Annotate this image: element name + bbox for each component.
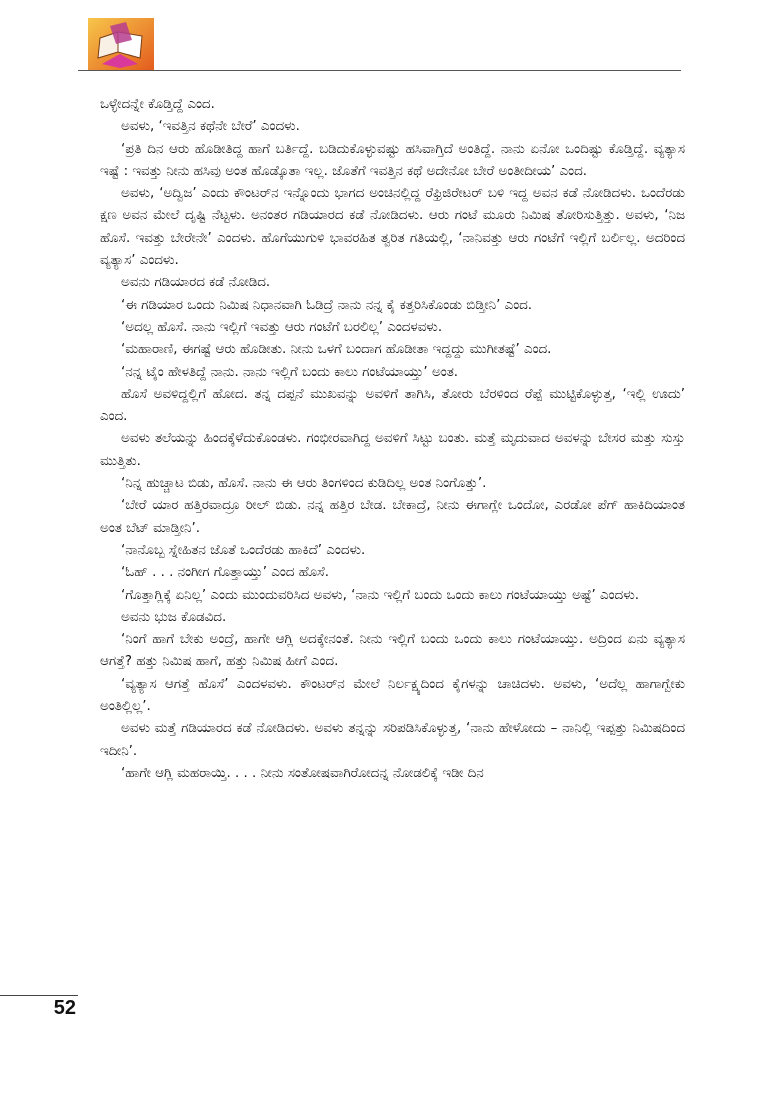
paragraph: ‘ಮಹಾರಾಣಿ, ಈಗಷ್ಟೆ ಆರು ಹೊಡೀತು. ನೀನು ಒಳಗೆ ಬಂದಾಗ ಹೊಡೀತಾ ಇದ್ದದ್ದು ಮುಗೀತಷ್ಟೆ’ ಎಂದ. — [121, 342, 552, 358]
paragraph: ಅವನು ಭುಜ ಕೊಡವಿದ. — [121, 609, 227, 625]
paragraph: ‘ಗೊತ್ತಾಗ್ಲಿಕ್ಕೆ ಏನಿಲ್ಲ’ ಎಂದು ಮುಂದುವರಿಸಿದ ಅವಳು, ‘ನಾನು ಇಲ್ಲಿಗೆ ಬಂದು ಒಂದು ಕಾಲು ಗಂಟೆಯಾಯ್ತು ಅಷ್ಟೆ’ ಎಂದಳು. — [121, 587, 639, 603]
paragraph: ಹೊಸೆ ಅವಳಿದ್ದಲ್ಲಿಗೆ ಹೋದ. ತನ್ನ ದಪ್ಪನೆ ಮುಖವನ್ನು ಅವಳಿಗೆ ತಾಗಿಸಿ, ತೋರು ಬೆರಳಿಂದ ರೆಪ್ಪೆ ಮುಟ್ಟಿಕೊಳ್ಳುತ್ತ, ‘ಇಲ್ಲಿ ಊದು’ ಎಂದ. — [100, 386, 685, 425]
header-rule — [78, 70, 681, 71]
paragraph: ‘ಹಾಗೇ ಆಗ್ಲಿ ಮಹರಾಯ್ತಿ. . . . ನೀನು ಸಂತೋಷವಾಗಿರೋದನ್ನ ನೋಡಲಿಕ್ಕೆ ಇಡೀ ದಿನ — [121, 765, 484, 781]
paragraph: ಒಳ್ಳೇದನ್ನೇ ಕೊಡ್ತಿದ್ದೆ ಎಂದ. — [100, 97, 215, 112]
paragraph: ‘ವ್ಯತ್ಯಾಸ ಆಗತ್ತೆ ಹೊಸೆ’ ಎಂದಳವಳು. ಕೌಂಟರ್‌ನ ಮೇಲೆ ನಿರ್ಲಕ್ಷ್ಯದಿಂದ ಕೈಗಳನ್ನು ಚಾಚಿದಳು. ಅವಳು, ‘ಅದೆಲ್ಲ ಹಾಗಾಗ್ಬೇಕು ಅಂತಿಲ್ಲಿಲ್ಲ’. — [100, 676, 685, 715]
footer-rule — [0, 995, 78, 996]
open-book-icon — [88, 18, 154, 71]
page-number: 52 — [53, 997, 76, 1019]
paragraph: ‘ನನ್ನ ಟೈಂ ಹೇಳತಿದ್ದೆ ನಾನು. ನಾನು ಇಲ್ಲಿಗೆ ಬಂದು ಕಾಲು ಗಂಟೆಯಾಯ್ತು’ ಅಂತ. — [121, 364, 459, 380]
paragraph: ‘ಈ ಗಡಿಯಾರ ಒಂದು ನಿಮಿಷ ನಿಧಾನವಾಗಿ ಓಡಿದ್ರೆ ನಾನು ನನ್ನ ಕೈ ಕತ್ತರಿಸಿಕೊಂಡು ಬಿಡ್ತೀನಿ’ ಎಂದ. — [121, 297, 533, 313]
paragraph: ‘ಅದಲ್ಲ ಹೊಸೆ. ನಾನು ಇಲ್ಲಿಗೆ ಇವತ್ತು ಆರು ಗಂಟೆಗೆ ಬರಲಿಲ್ಲ’ ಎಂದಳವಳು. — [121, 319, 443, 335]
paragraph: ‘ನಿಂಗೆ ಹಾಗೆ ಬೇಕು ಅಂದ್ರೆ, ಹಾಗೇ ಆಗ್ಲಿ ಅದಕ್ಕೇನಂತೆ. ನೀನು ಇಲ್ಲಿಗೆ ಬಂದು ಒಂದು ಕಾಲು ಗಂಟೆಯಾಯ್ತು. ಅದ್ರಿಂದ ಏನು ವ್ಯತ್ಯಾಸ ಆಗತ್ತೆ? ಹತ್ತು ನಿಮಿಷ ಹಾಗೆ, ಹತ್ತು ನಿಮಿಷ ಹೀಗೆ ಎಂದ. — [100, 632, 685, 670]
paragraph: ಅವನು ಗಡಿಯಾರದ ಕಡೆ ನೋಡಿದ. — [121, 275, 271, 291]
paragraph: ‘ನಿನ್ನ ಹುಚ್ಚಾಟ ಬಿಡು, ಹೊಸೆ. ನಾನು ಈ ಆರು ತಿಂಗಳಿಂದ ಕುಡಿದಿಲ್ಲ ಅಂತ ನಿಂಗೊತ್ತು’. — [121, 476, 487, 492]
paragraph: ‘ನಾನೊಬ್ಬ ಸ್ನೇಹಿತನ ಜೊತೆ ಒಂದೆರಡು ಹಾಕಿದೆ’ ಎಂದಳು. — [121, 542, 366, 558]
paragraph: ‘ಪ್ರತಿ ದಿನ ಆರು ಹೊಡೀತಿದ್ದ ಹಾಗೆ ಬರ್ತಿದ್ದೆ. ಬಡಿದುಕೊಳ್ಳುವಷ್ಟು ಹಸಿವಾಗ್ತಿದೆ ಅಂತಿದ್ದೆ. ನಾನು ಏನೋ ಒಂದಿಷ್ಟು ಕೊಡ್ತಿದ್ದೆ. ವ್ಯತ್ಯಾಸ ಇಷ್ಟೆ : ಇವತ್ತು ನೀನು ಹಸಿವು ಅಂತ ಹೊಡ್ಕೊತಾ ಇಲ್ಲ. ಜೊತೆಗೆ ಇವತ್ತಿನ ಕಥೆ ಅದೇನೋ ಬೇರೆ ಅಂತೀದೀಯ’ ಎಂದ. — [100, 141, 685, 179]
paragraph: ಅವಳು ಮತ್ತೆ ಗಡಿಯಾರದ ಕಡೆ ನೋಡಿದಳು. ಅವಳು ತನ್ನನ್ನು ಸರಿಪಡಿಸಿಕೊಳ್ಳುತ್ತ, ‘ನಾನು ಹೇಳೋದು – ನಾನಿಲ್ಲಿ ಇಪ್ಪತ್ತು ನಿಮಿಷದಿಂದ ಇದೀನಿ’. — [100, 721, 685, 759]
paragraph: ಅವಳು ತಲೆಯನ್ನು ಹಿಂದಕ್ಕೆಳೆದುಕೊಂಡಳು. ಗಂಭೀರವಾಗಿದ್ದ ಅವಳಿಗೆ ಸಿಟ್ಟು ಬಂತು. ಮತ್ತೆ ಮೃದುವಾದ ಅವಳನ್ನು ಬೇಸರ ಮತ್ತು ಸುಸ್ತು ಮುತ್ತಿತು. — [100, 431, 685, 469]
paragraph: ‘ಓಹ್ . . . ನಂಗೀಗ ಗೊತ್ತಾಯ್ತು’ ಎಂದ ಹೊಸೆ. — [121, 565, 329, 581]
paragraph: ಅವಳು, ‘ಇವತ್ತಿನ ಕಥೆನೇ ಬೇರೆ’ ಎಂದಳು. — [121, 119, 300, 135]
body-text — [100, 94, 685, 785]
paragraph: ‘ಬೇರೆ ಯಾರ ಹತ್ತಿರವಾದ್ರೂ ರೀಲ್ ಬಿಡು. ನನ್ನ ಹತ್ತಿರ ಬೇಡ. ಬೇಕಾದ್ರೆ, ನೀನು ಈಗಾಗ್ಲೇ ಒಂದೋ, ಎರಡೋ ಪೆಗ್ ಹಾಕಿದಿಯಾಂತ ಅಂತ ಬೆಟ್ ಮಾಡ್ತೀನಿ’. — [100, 498, 685, 536]
paragraph: ಅವಳು, ‘ಅದ್ವಿಜ’ ಎಂದು ಕೌಂಟರ್‌ನ ಇನ್ನೊಂದು ಭಾಗದ ಅಂಚಿನಲ್ಲಿದ್ದ ರೆಫ್ರಿಜಿರೇಟರ್ ಬಳಿ ಇದ್ದ ಅವನ ಕಡೆ ನೋಡಿದಳು. ಒಂದೆರಡು ಕ್ಷಣ ಅವನ ಮೇಲೆ ದೃಷ್ಟಿ ನೆಟ್ಟಳು. ಅನಂತರ ಗಡಿಯಾರದ ಕಡೆ ನೋಡಿದಳು. ಆರು ಗಂಟೆ ಮೂರು ನಿಮಿಷ ತೋರಿಸುತ್ತಿತ್ತು. ಅವಳು, ‘ನಿಜ ಹೊಸೆ. ಇವತ್ತು ಬೇರೇನೇ’ ಎಂದಳು. ಹೊಗೆಯುಗುಳಿ ಭಾವರಹಿತ ತ್ವರಿತ ಗತಿಯಲ್ಲಿ, ‘ನಾನಿವತ್ತು ಆರು ಗಂಟೆಗೆ ಇಲ್ಲಿಗೆ ಬರ್ಲಿಲ್ಲ. ಅದರಿಂದ ವ್ಯತ್ಯಾಸ’ ಎಂದಳು. — [100, 186, 685, 269]
